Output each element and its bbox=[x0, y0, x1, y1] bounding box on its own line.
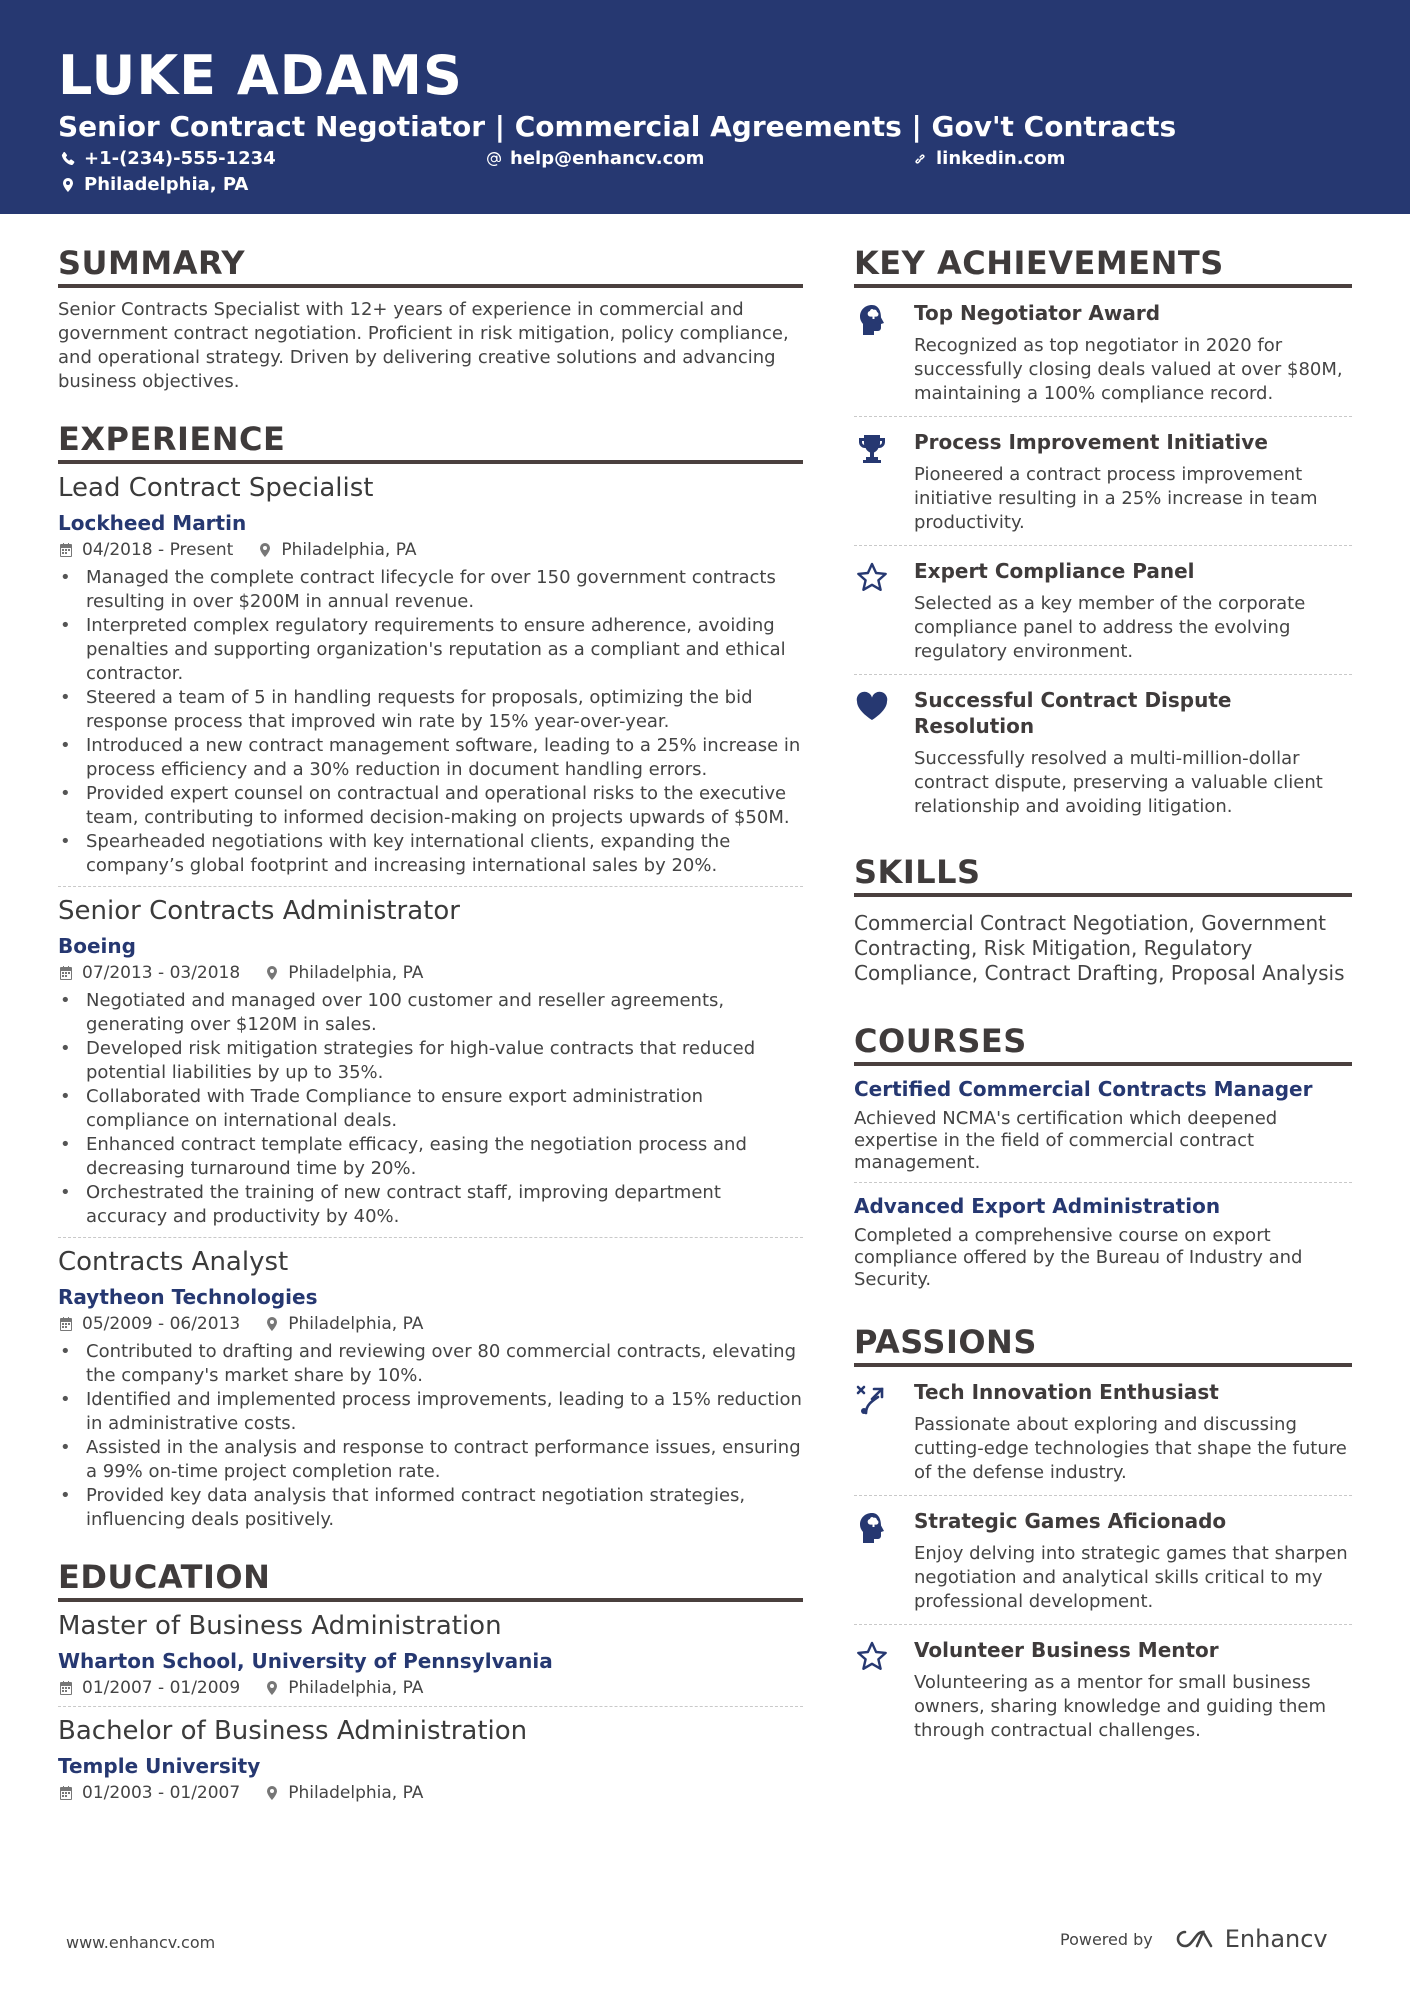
head-brain-icon bbox=[854, 302, 890, 338]
trophy-icon bbox=[854, 431, 890, 467]
contact-linkedin[interactable] bbox=[912, 148, 1065, 169]
footer-website[interactable]: www.enhancv.com bbox=[66, 1933, 216, 1952]
achievement-title: Expert Compliance Panel bbox=[914, 559, 1195, 583]
passion-title: Tech Innovation Enthusiast bbox=[914, 1380, 1219, 1404]
job-title: Lead Contract Specialist bbox=[58, 473, 374, 503]
bullet-item: • Orchestrated the training of new contract staff, improving department accuracy and productivity by 40%. bbox=[58, 1181, 803, 1229]
experience-list bbox=[58, 464, 803, 1540]
job-bullets bbox=[58, 566, 803, 878]
course-item bbox=[854, 1066, 1352, 1183]
achievement-desc: Selected as a key member of the corporate compliance panel to address the evolving regulatory environment. bbox=[914, 593, 1306, 662]
achievement-desc: Successfully resolved a multi-million-dollar contract dispute, preserving a valuable client relationship and avoiding litigation. bbox=[914, 748, 1323, 817]
summary-text: Senior Contracts Specialist with 12+ years of experience in commercial and government contract negotiation. Proficient in risk mitigation, policy compliance, and operational strategy. Driven by delivering creative solutions and advancing business objectives. bbox=[58, 299, 789, 392]
bullet-item: • Assisted in the analysis and response to contract performance issues, ensuring a 99% on-time project completion rate. bbox=[58, 1436, 803, 1484]
skills-text: Commercial Contract Negotiation, Government Contracting, Risk Mitigation, Regulatory Compliance, Contract Drafting, Proposal Analysis bbox=[854, 911, 1345, 985]
job-bullets bbox=[58, 989, 803, 1229]
education-meta bbox=[58, 1678, 803, 1698]
passion-item bbox=[854, 1625, 1352, 1753]
education-entry bbox=[58, 1707, 803, 1811]
skills-heading: SKILLS bbox=[854, 853, 1352, 897]
achievement-item bbox=[854, 675, 1352, 829]
passions-heading: PASSIONS bbox=[854, 1323, 1352, 1367]
achievement-title: Top Negotiator Award bbox=[914, 301, 1161, 325]
bullet-item: • Interpreted complex regulatory requirements to ensure adherence, avoiding penalties and supporting organization's reputation as a compliant and ethical contractor. bbox=[58, 614, 803, 686]
bullet-item: • Identified and implemented process improvements, leading to a 15% reduction in administrative costs. bbox=[58, 1388, 803, 1436]
passion-desc: Enjoy delving into strategic games that sharpen negotiation and analytical skills critical to my professional development. bbox=[914, 1543, 1348, 1612]
calendar-icon bbox=[58, 1316, 74, 1332]
job-meta bbox=[58, 963, 803, 983]
enhancv-logo-icon bbox=[1171, 1926, 1217, 1952]
phone-icon bbox=[60, 151, 76, 167]
summary-heading: SUMMARY bbox=[58, 244, 803, 288]
bullet-item: • Provided key data analysis that informed contract negotiation strategies, influencing deals positively. bbox=[58, 1484, 803, 1532]
education-location: Philadelphia, PA bbox=[288, 1678, 424, 1698]
job-title: Senior Contracts Administrator bbox=[58, 896, 460, 926]
achievement-title: Process Improvement Initiative bbox=[914, 430, 1268, 454]
achievement-item bbox=[854, 288, 1352, 417]
job-bullets bbox=[58, 1340, 803, 1532]
star-icon bbox=[854, 1639, 890, 1675]
school-name: Wharton School, University of Pennsylvania bbox=[58, 1649, 553, 1673]
passion-title: Strategic Games Aficionado bbox=[914, 1509, 1227, 1533]
job-entry bbox=[58, 1238, 803, 1540]
course-item bbox=[854, 1183, 1352, 1299]
bullet-item: • Spearheaded negotiations with key international clients, expanding the company’s global footprint and increasing international sales by 20%. bbox=[58, 830, 803, 878]
bullet-item: • Enhanced contract template efficacy, easing the negotiation process and decreasing turnaround time by 20%. bbox=[58, 1133, 803, 1181]
phone-text: +1-(234)-555-1234 bbox=[84, 148, 276, 169]
location-pin-icon bbox=[264, 1785, 280, 1801]
bullet-item: • Introduced a new contract management software, leading to a 25% increase in process efficiency and a 30% reduction in document handling errors. bbox=[58, 734, 803, 782]
strategy-icon bbox=[854, 1381, 890, 1417]
calendar-icon bbox=[58, 542, 74, 558]
location-pin-icon bbox=[264, 1316, 280, 1332]
education-meta bbox=[58, 1783, 803, 1803]
powered-by-label: Powered by bbox=[1060, 1929, 1153, 1949]
education-dates: 01/2007 - 01/2009 bbox=[82, 1678, 241, 1698]
bullet-item: • Steered a team of 5 in handling requests for proposals, optimizing the bid response process that improved win rate by 15% year-over-year. bbox=[58, 686, 803, 734]
achievement-title: Successful Contract Dispute Resolution bbox=[914, 688, 1232, 738]
bullet-item: • Provided expert counsel on contractual and operational risks to the executive team, contributing to informed decision-making on projects upwards of $50M. bbox=[58, 782, 803, 830]
calendar-icon bbox=[58, 1680, 74, 1696]
location-pin-icon bbox=[264, 965, 280, 981]
job-meta bbox=[58, 1314, 803, 1334]
job-location: Philadelphia, PA bbox=[288, 963, 424, 983]
job-meta bbox=[58, 540, 803, 560]
contact-location bbox=[60, 174, 248, 195]
passion-item bbox=[854, 1367, 1352, 1496]
bullet-item: • Developed risk mitigation strategies for high-value contracts that reduced potential liabilities by up to 35%. bbox=[58, 1037, 803, 1085]
degree-title: Bachelor of Business Administration bbox=[58, 1716, 528, 1746]
at-icon bbox=[486, 151, 502, 167]
location-pin-icon bbox=[60, 177, 76, 193]
job-entry bbox=[58, 464, 803, 887]
course-desc: Completed a comprehensive course on export compliance offered by the Bureau of Industry and Security. bbox=[854, 1225, 1303, 1290]
contact-phone bbox=[60, 148, 276, 169]
calendar-icon bbox=[58, 1785, 74, 1801]
bullet-item: • Collaborated with Trade Compliance to ensure export administration compliance on international deals. bbox=[58, 1085, 803, 1133]
job-dates: 05/2009 - 06/2013 bbox=[82, 1314, 241, 1334]
location-text: Philadelphia, PA bbox=[84, 174, 249, 195]
job-location: Philadelphia, PA bbox=[288, 1314, 424, 1334]
education-heading: EDUCATION bbox=[58, 1558, 803, 1602]
achievement-item bbox=[854, 546, 1352, 675]
candidate-headline: Senior Contract Negotiator | Commercial Agreements | Gov't Contracts bbox=[58, 110, 1177, 143]
star-icon bbox=[854, 560, 890, 596]
contact-email[interactable] bbox=[486, 148, 704, 169]
education-location: Philadelphia, PA bbox=[288, 1783, 424, 1803]
job-dates: 04/2018 - Present bbox=[82, 540, 234, 560]
job-entry bbox=[58, 887, 803, 1238]
degree-title: Master of Business Administration bbox=[58, 1611, 502, 1641]
job-dates: 07/2013 - 03/2018 bbox=[82, 963, 241, 983]
footer-branding bbox=[1060, 1925, 1328, 1953]
enhancv-logo[interactable] bbox=[1171, 1925, 1328, 1953]
company-name: Lockheed Martin bbox=[58, 511, 247, 535]
bullet-item: • Managed the complete contract lifecycle for over 150 government contracts resulting in over $200M in annual revenue. bbox=[58, 566, 803, 614]
job-location: Philadelphia, PA bbox=[281, 540, 417, 560]
bullet-item: • Contributed to drafting and reviewing over 80 commercial contracts, elevating the company's market share by 10%. bbox=[58, 1340, 803, 1388]
location-pin-icon bbox=[264, 1680, 280, 1696]
school-name: Temple University bbox=[58, 1754, 261, 1778]
achievement-desc: Recognized as top negotiator in 2020 for successfully closing deals valued at over $80M, maintaining a 100% compliance record. bbox=[914, 335, 1343, 404]
course-desc: Achieved NCMA's certification which deepened expertise in the field of commercial contract management. bbox=[854, 1108, 1278, 1173]
calendar-icon bbox=[58, 965, 74, 981]
passion-title: Volunteer Business Mentor bbox=[914, 1638, 1219, 1662]
achievement-item bbox=[854, 417, 1352, 546]
company-name: Raytheon Technologies bbox=[58, 1285, 318, 1309]
education-entry bbox=[58, 1602, 803, 1707]
candidate-name: LUKE ADAMS bbox=[58, 44, 463, 107]
courses-heading: COURSES bbox=[854, 1022, 1352, 1066]
head-brain-icon bbox=[854, 1510, 890, 1546]
education-dates: 01/2003 - 01/2007 bbox=[82, 1783, 241, 1803]
passion-item bbox=[854, 1496, 1352, 1625]
course-title: Advanced Export Administration bbox=[854, 1194, 1221, 1218]
bullet-item: • Negotiated and managed over 100 customer and reseller agreements, generating over $120M in sales. bbox=[58, 989, 803, 1037]
left-column bbox=[58, 244, 803, 1811]
resume-header bbox=[0, 0, 1410, 214]
course-title: Certified Commercial Contracts Manager bbox=[854, 1077, 1313, 1101]
email-text: help@enhancv.com bbox=[510, 148, 705, 169]
passion-desc: Volunteering as a mentor for small business owners, sharing knowledge and guiding them through contractual challenges. bbox=[914, 1672, 1326, 1741]
passion-desc: Passionate about exploring and discussing cutting-edge technologies that shape the future of the defense industry. bbox=[914, 1414, 1347, 1483]
experience-heading: EXPERIENCE bbox=[58, 420, 803, 464]
right-column bbox=[854, 244, 1352, 1753]
link-icon bbox=[912, 151, 928, 167]
location-pin-icon bbox=[257, 542, 273, 558]
achievements-heading: KEY ACHIEVEMENTS bbox=[854, 244, 1352, 288]
job-title: Contracts Analyst bbox=[58, 1247, 289, 1277]
linkedin-text: linkedin.com bbox=[936, 148, 1066, 169]
company-name: Boeing bbox=[58, 934, 136, 958]
brand-name: Enhancv bbox=[1224, 1925, 1328, 1953]
heart-icon bbox=[854, 689, 890, 725]
achievement-desc: Pioneered a contract process improvement initiative resulting in a 25% increase in team productivity. bbox=[914, 464, 1318, 533]
